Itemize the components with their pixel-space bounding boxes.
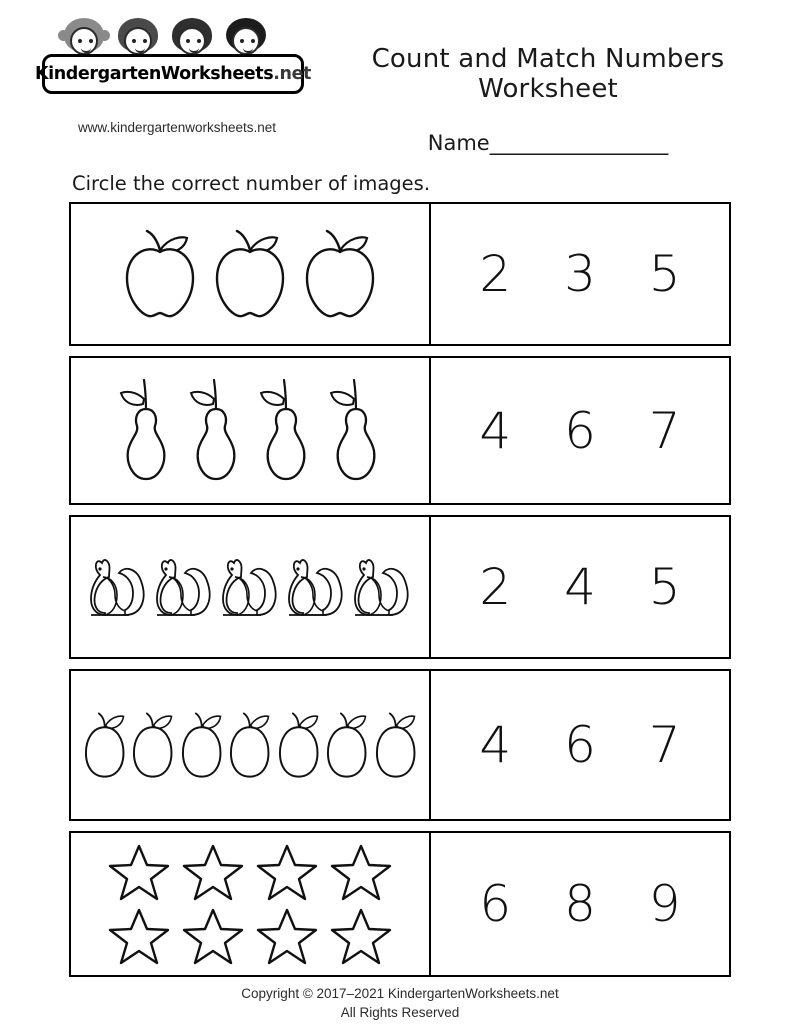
lemon-icon — [323, 705, 370, 785]
pear-icon — [322, 373, 388, 489]
number-choice[interactable]: 7 — [648, 716, 681, 774]
picture-cell — [71, 671, 431, 819]
site-logo[interactable] — [34, 16, 312, 96]
number-choice[interactable]: 4 — [479, 716, 512, 774]
number-choices — [431, 204, 729, 344]
number-choice[interactable]: 6 — [564, 401, 596, 460]
picture-cell — [71, 204, 431, 344]
table-row — [69, 515, 731, 659]
pear-icon — [182, 373, 248, 489]
lemon-icon — [81, 705, 128, 785]
copyright-text: Copyright © 2017–2021 KindergartenWorksheets.net — [241, 985, 559, 1001]
number-choice[interactable]: 5 — [648, 245, 681, 303]
picture-cell — [71, 358, 431, 503]
squirrel-group — [81, 547, 419, 627]
lemon-icon — [372, 705, 419, 785]
pear-icon — [112, 373, 178, 489]
number-choice[interactable]: 4 — [479, 401, 512, 460]
star-icon — [327, 905, 395, 967]
pear-group — [81, 373, 419, 489]
number-choice[interactable]: 2 — [479, 558, 512, 616]
number-choice[interactable]: 7 — [648, 401, 681, 460]
table-row — [69, 669, 731, 821]
number-choice[interactable]: 8 — [564, 875, 596, 933]
page-footer — [0, 984, 800, 1023]
star-icon — [179, 905, 247, 967]
lemon-icon — [178, 705, 225, 785]
apple-group — [81, 224, 419, 324]
logo-plate — [34, 54, 312, 94]
squirrel-icon — [217, 547, 283, 627]
star-icon — [105, 841, 173, 903]
table-row — [69, 202, 731, 346]
squirrel-icon — [151, 547, 217, 627]
table-row — [69, 356, 731, 505]
star-group — [100, 841, 400, 967]
number-choices — [431, 517, 729, 657]
site-url: www.kindergartenworksheets.net — [77, 120, 277, 135]
squirrel-icon — [85, 547, 151, 627]
table-row — [69, 831, 731, 977]
page-title: Count and Match Numbers Worksheet — [371, 44, 725, 104]
worksheet-header — [0, 0, 800, 165]
number-choice[interactable]: 9 — [648, 875, 681, 933]
number-choices — [431, 671, 729, 819]
number-choice[interactable]: 2 — [479, 245, 512, 303]
apple-icon — [117, 224, 203, 324]
picture-cell — [71, 833, 431, 975]
number-choice[interactable]: 3 — [564, 245, 596, 303]
exercise-rows — [69, 202, 731, 987]
pear-icon — [252, 373, 318, 489]
star-icon — [253, 905, 321, 967]
star-icon — [179, 841, 247, 903]
rights-text: All Rights Reserved — [340, 1005, 460, 1021]
name-field-label[interactable]: Name_________________ — [427, 131, 669, 155]
lemon-icon — [226, 705, 273, 785]
picture-cell — [71, 517, 431, 657]
star-icon — [327, 841, 395, 903]
logo-badge — [34, 16, 312, 96]
number-choice[interactable]: 6 — [564, 716, 596, 774]
apple-icon — [207, 224, 293, 324]
number-choice[interactable]: 5 — [648, 558, 681, 616]
number-choices — [431, 358, 729, 503]
number-choice[interactable]: 6 — [479, 875, 512, 933]
number-choice[interactable]: 4 — [564, 558, 596, 616]
star-icon — [253, 841, 321, 903]
lemon-icon — [275, 705, 322, 785]
logo-text-net: .net — [273, 64, 312, 84]
lemon-icon — [129, 705, 176, 785]
instruction-text: Circle the correct number of images. — [72, 172, 431, 195]
apple-icon — [297, 224, 383, 324]
logo-text — [35, 64, 311, 84]
squirrel-icon — [283, 547, 349, 627]
star-icon — [105, 905, 173, 967]
lemon-group — [81, 705, 419, 785]
logo-text-worksheets: Worksheets — [160, 64, 274, 84]
logo-text-kindergarten: Kindergarten — [34, 64, 161, 84]
squirrel-icon — [349, 547, 415, 627]
number-choices — [431, 833, 729, 975]
